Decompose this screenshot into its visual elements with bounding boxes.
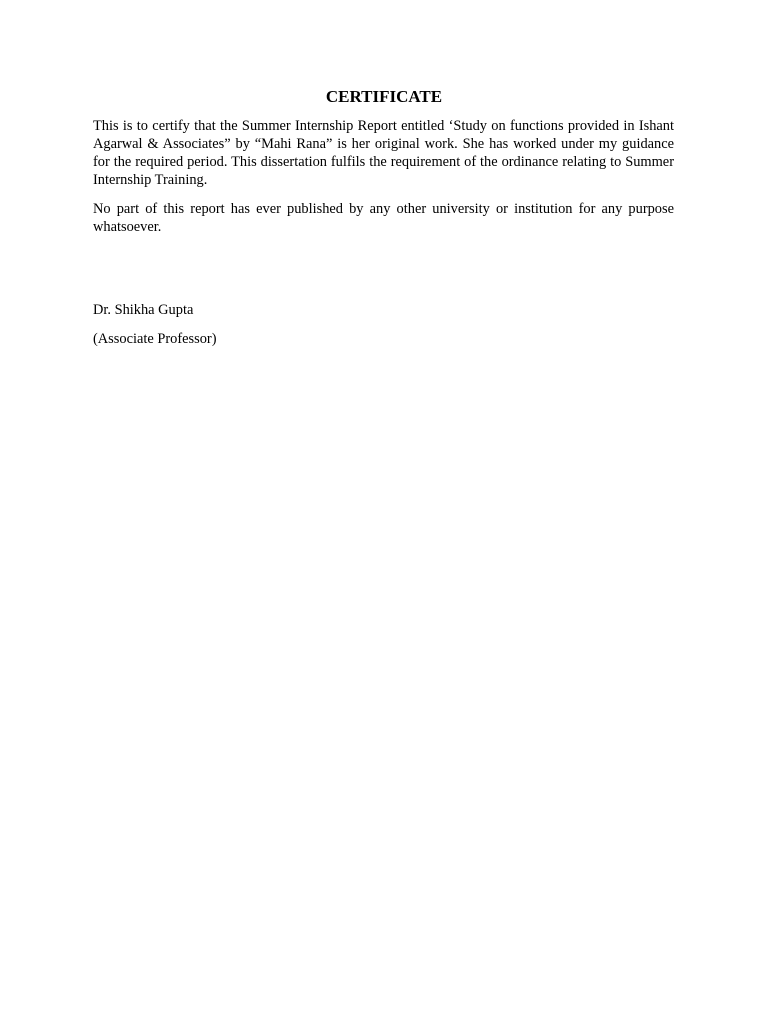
signatory-designation: (Associate Professor) <box>93 331 217 347</box>
signatory-name: Dr. Shikha Gupta <box>93 302 194 318</box>
certificate-title: CERTIFICATE <box>325 87 443 106</box>
originality-paragraph: No part of this report has ever published by any other university or institution for any purpose whatsoever. <box>93 201 674 235</box>
certification-paragraph: This is to certify that the Summer Internship Report entitled ‘Study on functions provided in Ishant Agarwal & Associates” by “Mahi Rana” is her original work. She has worked under my guidance for the required period. This dissertation fulfils the requirement of the ordinance relating to Summer Internship Training. <box>93 118 674 188</box>
